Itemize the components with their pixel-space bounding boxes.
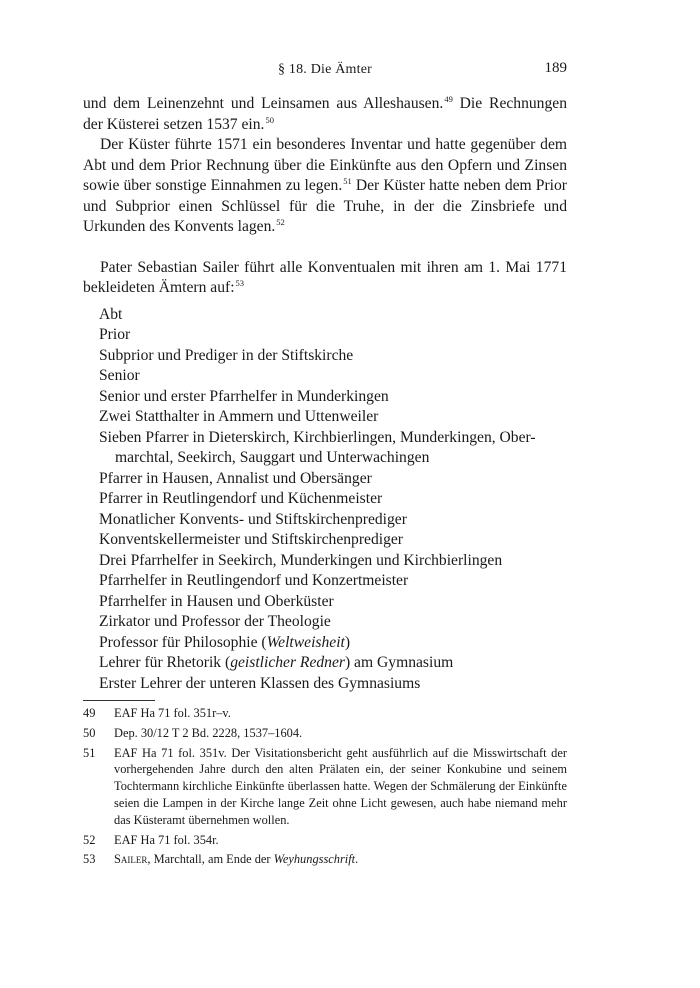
list-item: Pfarrhelfer in Reutlingendorf und Konzertmeister	[99, 572, 409, 589]
footnote-number: 52	[83, 832, 96, 847]
list-item: Zirkator und Professor der Theologie	[99, 613, 331, 630]
footnote: 50 Dep. 30/12 T 2 Bd. 2228, 1537–1604.	[83, 725, 303, 740]
main-text	[83, 94, 567, 694]
list-item: Monatlicher Konvents- und Stiftskirchenprediger	[99, 510, 407, 528]
footnote-number: 49	[83, 706, 96, 720]
footnote: 51 EAF Ha 71 fol. 351v. Der Visitationsbericht geht ausführlich auf die Misswirtschaft der vorhergehenden Jahre durch den alten Prälaten ein, der seiner Konkubine und seinem Tochtermann kirchliche Einkünfte überlassen hatte. Wegen der Schmälerung der Einkünfte seien die Lampen in der Kirche lange Zeit ohne Licht gewesen, auch habe niemand mehr das Küsteramt übernehmen wollen.	[83, 745, 567, 827]
footnote-number: 51	[83, 745, 96, 760]
footnote: 49 EAF Ha 71 fol. 351r–v.	[83, 706, 231, 720]
list-item: Pfarrer in Reutlingendorf und Küchenmeister	[99, 490, 383, 507]
footnote-ref: 53	[235, 278, 245, 288]
paragraph: und dem Leinenzehnt und Leinsamen aus Alleshausen.$^{49}$ Die Rechnungen der Küsterei setzen 1537 ein.$^{50}$	[83, 94, 567, 133]
list-item: Lehrer für Rhetorik (geistlicher Redner) am Gymnasium	[99, 654, 454, 671]
author-name: Sailer	[114, 852, 148, 867]
page	[83, 60, 567, 868]
list-item: Pfarrer in Hausen, Annalist und Obersänger	[99, 469, 372, 487]
paragraph: Der Küster führte 1571 ein besonderes Inventar und hatte gegenüber dem Abt und dem Prior Rechnung über die Einkünfte aus den Opfern und Zinsen sowie über sonstige Einnahmen zu legen.$^{51}$ Der Küster hatte neben dem Prior und Subprior einen Schlüssel für die Truhe, in der die Zinsbriefe und Urkunden des Konvents lagen.$^{52}$	[83, 136, 567, 235]
list-item: Subprior und Prediger in der Stiftskirche	[99, 346, 354, 364]
office-list	[83, 305, 567, 695]
footnote-ref: 49	[444, 94, 453, 104]
footnote-number: 53	[83, 852, 96, 867]
running-head	[83, 60, 567, 84]
list-item: Prior	[99, 326, 131, 343]
list-item: Senior und erster Pfarrhelfer in Munderkingen	[99, 387, 389, 405]
footnote: 52 EAF Ha 71 fol. 354r.	[83, 832, 219, 847]
footnote-ref: 50	[265, 114, 274, 125]
list-item: Abt	[99, 305, 123, 323]
footnote-divider	[83, 700, 155, 701]
page-number: 189	[544, 60, 567, 76]
list-item: Pfarrhelfer in Hausen und Oberküster	[99, 592, 334, 610]
list-item: Professor für Philosophie (Weltweisheit)	[99, 633, 351, 651]
list-item: Zwei Statthalter in Ammern und Uttenweiler	[99, 408, 379, 425]
footnotes	[83, 705, 567, 868]
footnote-ref: 52	[276, 217, 285, 227]
list-item: Senior	[99, 367, 140, 384]
footnote: 53 Sailer, Marchtall, am Ende der Weyhungsschrift.	[83, 852, 359, 867]
list-item: Konventskellermeister und Stiftskirchenprediger	[99, 531, 403, 548]
list-item: Erster Lehrer der unteren Klassen des Gymnasiums	[99, 674, 421, 692]
footnote-number: 50	[83, 725, 96, 740]
footnote-ref: 51	[343, 176, 352, 186]
list-item: Sieben Pfarrer in Dieterskirch, Kirchbierlingen, Munderkingen, Ober- marchtal, Seekirch, Sauggart und Unterwachingen	[99, 428, 536, 466]
running-head-title: § 18. Die Ämter	[278, 62, 372, 77]
paragraph: Pater Sebastian Sailer führt alle Konventualen mit ihren am 1. Mai 1771 bekleideten Ämtern auf:$^{53}$	[83, 258, 567, 296]
list-item: Drei Pfarrhelfer in Seekirch, Munderkingen und Kirchbierlingen	[99, 551, 503, 569]
